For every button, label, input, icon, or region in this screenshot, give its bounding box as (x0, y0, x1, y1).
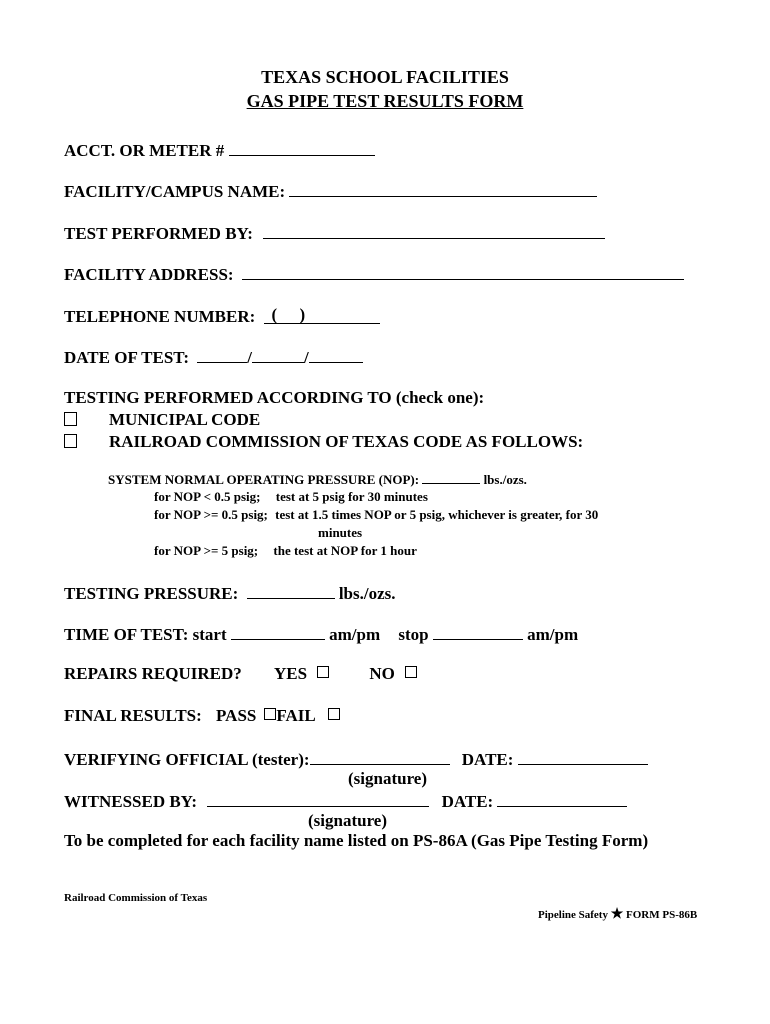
time-start-label: TIME OF TEST: start (64, 625, 227, 644)
performed-by-input[interactable] (263, 222, 605, 239)
time-row (64, 623, 578, 645)
date-year-input[interactable] (309, 346, 363, 363)
verifying-signature-input[interactable] (310, 748, 450, 765)
footer-form-number: FORM PS-86B (626, 909, 698, 921)
signature-note-1: (signature) (348, 769, 428, 788)
final-results-row (64, 706, 340, 726)
address-row (64, 263, 684, 285)
rule-1-text: test at 5 psig for 30 minutes (275, 489, 428, 504)
rule-3-text: the test at NOP for 1 hour (273, 543, 417, 558)
pressure-units: lbs./ozs. (338, 584, 396, 603)
checkbox-icon[interactable] (264, 708, 276, 720)
telephone-row (64, 305, 380, 327)
rule-1 (154, 489, 428, 505)
acct-input[interactable] (229, 139, 375, 156)
testing-heading: TESTING PERFORMED ACCORDING TO (check one): (64, 388, 485, 407)
checkbox-icon[interactable] (405, 666, 417, 678)
time-stop-input[interactable] (433, 623, 523, 640)
date-sep-2: / (304, 348, 309, 367)
date-row (64, 346, 363, 368)
witnessed-date-label: DATE: (441, 792, 494, 811)
form-title-line1: TEXAS SCHOOL FACILITIES (261, 67, 509, 87)
verifying-date-input[interactable] (518, 748, 648, 765)
facility-name-input[interactable] (289, 180, 597, 197)
date-day-input[interactable] (252, 346, 304, 363)
option-municipal-label: MUNICIPAL CODE (109, 410, 261, 429)
fail-label: FAIL (276, 706, 316, 725)
pressure-row (64, 582, 396, 604)
performed-by-row (64, 222, 605, 244)
rule-2-text: test at 1.5 times NOP or 5 psig, whichever is greater, for 30 (275, 507, 599, 522)
rule-1-condition: for NOP < 0.5 psig; (154, 489, 261, 504)
checkbox-icon[interactable] (64, 434, 77, 448)
telephone-input[interactable] (264, 305, 380, 324)
checkbox-icon[interactable] (317, 666, 329, 678)
rule-3-condition: for NOP >= 5 psig; (154, 543, 259, 558)
repairs-yes-label: YES (274, 664, 308, 683)
address-label: FACILITY ADDRESS: (64, 265, 234, 284)
witnessed-date-input[interactable] (497, 790, 627, 807)
footer-left: Railroad Commission of Texas (64, 892, 208, 904)
date-month-input[interactable] (197, 346, 247, 363)
rule-2-condition: for NOP >= 0.5 psig; (154, 507, 268, 522)
time-start-ampm: am/pm (329, 625, 381, 644)
performed-by-label: TEST PERFORMED BY: (64, 224, 253, 243)
rule-3 (154, 543, 417, 559)
pressure-input[interactable] (247, 582, 335, 599)
option-railroad (64, 432, 584, 452)
date-sep-1: / (247, 348, 252, 367)
facility-name-row (64, 180, 597, 202)
checkbox-icon[interactable] (328, 708, 340, 720)
option-railroad-label: RAILROAD COMMISSION OF TEXAS CODE AS FOLLOWS: (109, 432, 584, 451)
time-stop-ampm: am/pm (527, 625, 579, 644)
form-title-text: GAS PIPE TEST RESULTS FORM (246, 91, 524, 111)
time-stop-label: stop (398, 625, 429, 644)
repairs-label: REPAIRS REQUIRED? (64, 664, 242, 683)
rule-2-continued: minutes (318, 525, 363, 540)
facility-name-label: FACILITY/CAMPUS NAME: (64, 182, 286, 201)
star-icon: ★ (610, 907, 624, 922)
address-input[interactable] (242, 263, 684, 280)
pressure-label: TESTING PRESSURE: (64, 584, 239, 603)
witnessed-row (64, 790, 627, 812)
completion-note: To be completed for each facility name listed on PS-86A (Gas Pipe Testing Form) (64, 831, 649, 850)
telephone-paren-close: ) (299, 305, 306, 324)
footer-pipeline-safety: Pipeline Safety (538, 909, 608, 921)
repairs-row (64, 664, 417, 684)
acct-row (64, 139, 375, 161)
pass-label: PASS (216, 706, 257, 725)
footer-right (538, 906, 697, 923)
nop-label: SYSTEM NORMAL OPERATING PRESSURE (NOP): (108, 472, 420, 487)
final-results-label: FINAL RESULTS: (64, 706, 202, 725)
checkbox-icon[interactable] (64, 412, 77, 426)
acct-label: ACCT. OR METER # (64, 141, 225, 160)
witnessed-signature-input[interactable] (207, 790, 429, 807)
signature-note-2: (signature) (308, 811, 388, 830)
telephone-label: TELEPHONE NUMBER: (64, 307, 256, 326)
rule-2 (154, 507, 598, 523)
verifying-label: VERIFYING OFFICIAL (tester): (64, 750, 310, 769)
nop-input[interactable] (422, 471, 480, 484)
verifying-date-label: DATE: (461, 750, 514, 769)
verifying-row (64, 748, 648, 770)
nop-row (108, 471, 527, 488)
date-label: DATE OF TEST: (64, 348, 190, 367)
repairs-no-label: NO (369, 664, 395, 683)
nop-units: lbs./ozs. (483, 472, 527, 487)
telephone-paren-open: ( (271, 305, 278, 324)
option-municipal (64, 410, 261, 430)
witnessed-label: WITNESSED BY: (64, 792, 198, 811)
time-start-input[interactable] (231, 623, 325, 640)
form-title-line2 (0, 91, 770, 112)
